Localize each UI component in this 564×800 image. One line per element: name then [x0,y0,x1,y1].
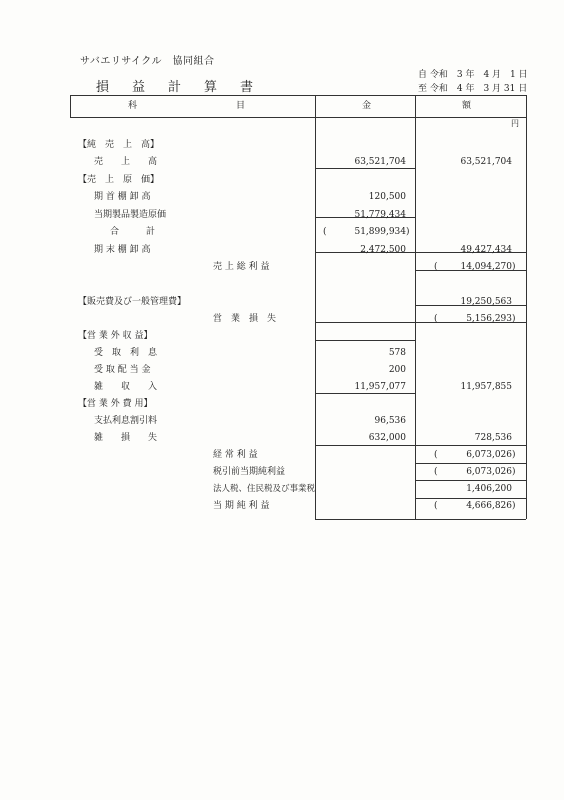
operating-loss-col2: 5,156,293 [466,314,512,324]
gross-profit-close-paren: ) [512,262,516,272]
nonop-income-heading: 【営 業 外 収 益】 [78,331,153,341]
header-divider [70,117,526,118]
ordinary-profit-label: 経 常 利 益 [213,450,258,460]
misc-loss-label: 雑 損 失 [94,433,158,443]
rule [415,463,526,464]
amount-left-border [315,95,316,519]
top-border [70,95,526,96]
operating-loss-label: 営 業 損 失 [213,314,277,324]
rule [415,445,526,446]
sga-label: 【販売費及び一般管理費】 [78,297,187,307]
period-to: 至 令和 4 年 3 月 31 日 [418,84,528,94]
left-border [70,95,71,117]
ordinary-profit-close-paren: ) [512,450,516,460]
misc-income-col1: 11,957,077 [354,382,406,392]
rule [315,445,415,446]
gross-profit-label: 売 上 総 利 益 [213,262,270,272]
opening-inventory-col1: 120,500 [368,192,406,202]
net-income-col2: 4,666,826 [466,501,512,511]
period-from: 自 令和 3 年 4 月 1 日 [418,70,528,80]
closing-inventory-col2: 49,427,434 [460,245,512,255]
header-amount-left: 金 [362,101,372,111]
misc-income-col2: 11,957,855 [460,382,512,392]
bottom-border [315,519,526,520]
rule [315,393,415,394]
amount-mid-border [415,95,416,519]
discount-label: 支払利息割引料 [94,416,158,426]
taxes-col2: 1,406,200 [466,484,512,494]
net-income-label: 当 期 純 利 益 [213,501,270,511]
net-income-close-paren: ) [512,501,516,511]
dividend-income-col1: 200 [388,365,406,375]
sga-col2: 19,250,563 [460,297,512,307]
rule [315,340,415,341]
ordinary-profit-col2: 6,073,026 [466,450,512,460]
rule [415,498,526,499]
organization-name: サバエリサイクル 協同組合 [80,56,215,67]
unit-label: 円 [511,119,519,128]
gross-profit-open-paren: ( [434,262,438,272]
pretax-income-open-paren: ( [434,467,438,477]
cogs-heading: 【売 上 原 価】 [78,175,160,185]
pretax-income-label: 税引前当期純利益 [213,467,286,477]
header-subject-left: 科 [128,101,138,111]
header-subject-right: 目 [236,101,246,111]
header-amount-right: 額 [462,101,472,111]
misc-loss-col1: 632,000 [368,433,406,443]
opening-inventory-label: 期 首 棚 卸 高 [94,192,151,202]
right-border [526,95,527,519]
rule [315,322,415,323]
misc-income-label: 雑 収 入 [94,382,158,392]
net-income-open-paren: ( [434,501,438,511]
dividend-income-label: 受 取 配 当 金 [94,365,151,375]
misc-loss-col2: 728,536 [474,433,512,443]
closing-inventory-label: 期 末 棚 卸 高 [94,245,151,255]
manufacturing-cost-col1: 51,779,434 [354,210,406,220]
pretax-income-close-paren: ) [512,467,516,477]
subtotal-open-paren: ( [323,227,327,237]
rule [415,480,526,481]
subtotal-close-paren: ) [406,227,410,237]
sales-heading: 【純 売 上 高】 [78,140,160,150]
rule [315,168,415,169]
discount-col1: 96,536 [374,416,406,426]
sales-col1: 63,521,704 [354,157,406,167]
gross-profit-col2: 14,094,270 [460,262,512,272]
operating-loss-open-paren: ( [434,314,438,324]
operating-loss-close-paren: ) [512,314,516,324]
sales-label: 売 上 高 [94,157,158,167]
manufacturing-cost-label: 当期製品製造原価 [94,210,167,220]
pretax-income-col2: 6,073,026 [466,467,512,477]
subtotal-label: 合 計 [110,227,156,237]
interest-income-col1: 578 [388,348,406,358]
ordinary-profit-open-paren: ( [434,450,438,460]
nonop-expense-heading: 【営 業 外 費 用】 [78,399,153,409]
closing-inventory-col1: 2,472,500 [360,245,406,255]
sales-col2: 63,521,704 [460,157,512,167]
subtotal-col1: 51,899,934 [354,227,406,237]
interest-income-label: 受 取 利 息 [94,348,158,358]
taxes-label: 法人税、住民税及び事業税 [213,484,316,494]
document-title: 損益計算書 [96,80,277,95]
